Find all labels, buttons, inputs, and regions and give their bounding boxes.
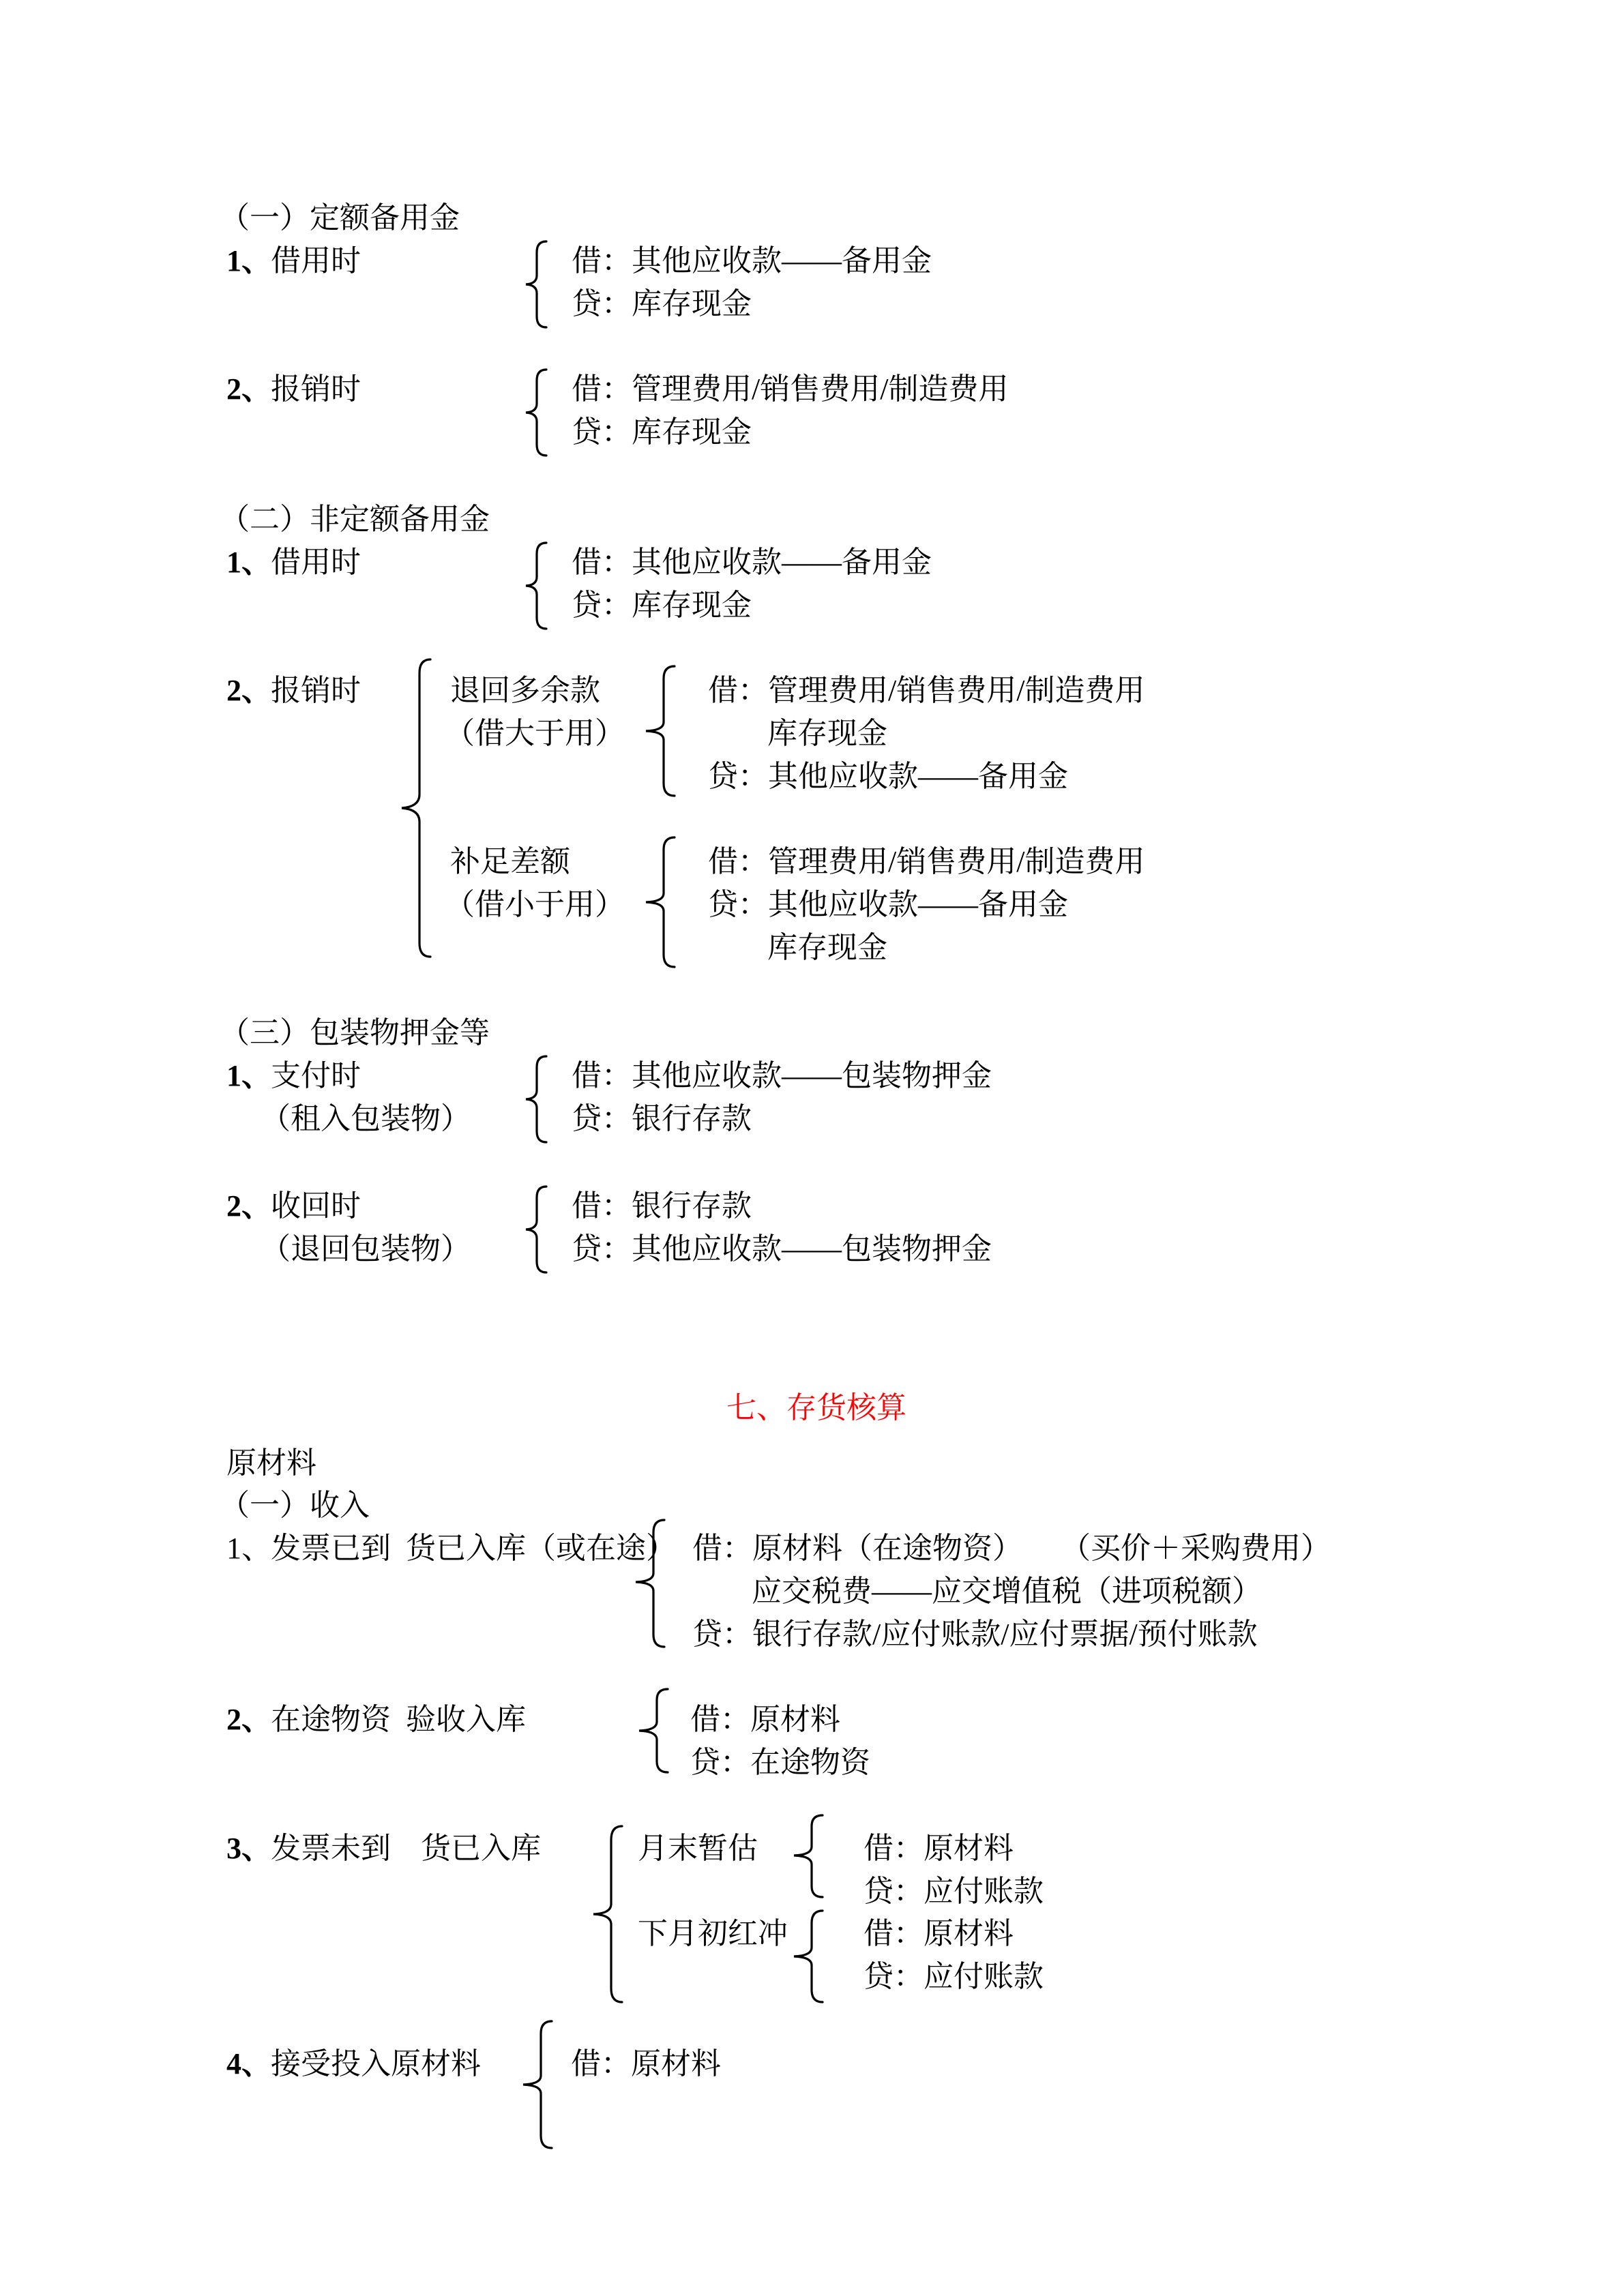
case-note: （借大于用） [445, 717, 625, 750]
case-title-make-up-difference: 补足差额 [450, 845, 570, 878]
brace-icon [643, 665, 677, 798]
debit-entry: 库存现金 [767, 717, 887, 750]
item-label-in-transit-received: 在途物资 验收入库 [271, 1703, 526, 1736]
item-label-invested-materials: 接受投入原材料 [271, 2047, 481, 2081]
credit-entry: 库存现金 [767, 931, 887, 964]
debit-entry: 借：管理费用/销售费用/制造费用 [708, 845, 1145, 878]
item-label-invoice-not-arrived: 发票未到 货已入库 [271, 1832, 541, 1865]
brace-icon [522, 541, 549, 630]
item-number: 1、 [226, 1532, 271, 1565]
debit-entry: 借：银行存款 [572, 1189, 752, 1223]
credit-entry: 贷：其他应收款——备用金 [708, 760, 1068, 793]
item-number: 2、 [226, 1189, 271, 1223]
item-label-borrow: 借用时 [271, 546, 361, 579]
item-number: 1、 [226, 1059, 271, 1092]
item-number: 1、 [226, 546, 271, 579]
section-heading-nonfixed-petty-cash: （二）非定额备用金 [220, 503, 490, 536]
item-number: 2、 [226, 372, 271, 406]
debit-entry: 借：其他应收款——备用金 [572, 244, 932, 278]
brace-icon [791, 1814, 825, 1900]
debit-entry: 借：原材料 [571, 2047, 721, 2081]
item-label-pay: 支付时 [271, 1059, 361, 1092]
debit-entry: 借：管理费用/销售费用/制造费用 [572, 372, 1009, 406]
item-number: 2、 [226, 674, 271, 707]
section-heading-deposits: （三）包装物押金等 [220, 1016, 490, 1049]
debit-entry: 借：原材料（在途物资） [692, 1532, 1022, 1565]
item-number: 4、 [226, 2047, 271, 2081]
credit-entry: 贷：应付账款 [863, 1875, 1044, 1908]
case-note: （借小于用） [445, 888, 625, 921]
credit-entry: 贷：银行存款/应付账款/应付票据/预付账款 [692, 1617, 1258, 1651]
credit-entry: 贷：库存现金 [572, 287, 752, 320]
item-label-recover: 收回时 [271, 1189, 361, 1223]
brace-icon [633, 1519, 667, 1648]
item-label-reimburse: 报销时 [271, 372, 361, 406]
debit-entry: 借：管理费用/销售费用/制造费用 [708, 674, 1145, 707]
item-number: 2、 [226, 1703, 271, 1736]
brace-icon [522, 368, 549, 457]
debit-entry: 应交税费——应交增值税（进项税额） [752, 1575, 1262, 1608]
credit-entry: 贷：应付账款 [863, 1960, 1044, 1993]
brace-icon [643, 836, 677, 969]
case-title-red-reversal: 下月初红冲 [638, 1917, 788, 1950]
brace-icon [591, 1825, 625, 2003]
debit-entry: 借：原材料 [690, 1703, 840, 1736]
credit-entry: 贷：库存现金 [572, 415, 752, 449]
debit-entry: 借：原材料 [863, 1917, 1014, 1950]
brace-icon [791, 1909, 825, 2005]
subtitle-raw-materials: 原材料 [226, 1446, 316, 1480]
section-heading-receipts: （一）收入 [220, 1489, 370, 1522]
item-note: （退回包装物） [261, 1232, 471, 1266]
debit-entry: 借：其他应收款——备用金 [572, 546, 932, 579]
item-label-invoice-arrived: 发票已到 货已入库（或在途） [271, 1532, 676, 1565]
brace-icon [636, 1688, 670, 1775]
cost-note: （买价＋采购费用） [1061, 1532, 1331, 1565]
case-title-month-end-estimate: 月末暂估 [638, 1832, 758, 1865]
case-title-refund-excess: 退回多余款 [450, 674, 600, 707]
item-label-reimburse: 报销时 [271, 674, 361, 707]
item-number: 3、 [226, 1832, 271, 1865]
credit-entry: 贷：在途物资 [690, 1746, 870, 1779]
brace-icon [398, 658, 433, 958]
item-note: （租入包装物） [261, 1102, 471, 1135]
brace-icon [520, 2020, 555, 2151]
debit-entry: 借：原材料 [863, 1832, 1014, 1865]
credit-entry: 贷：库存现金 [572, 588, 752, 622]
credit-entry: 贷：其他应收款——备用金 [708, 888, 1068, 921]
item-number: 1、 [226, 244, 271, 278]
brace-icon [522, 1185, 549, 1274]
debit-entry: 借：其他应收款——包装物押金 [572, 1059, 992, 1092]
section-heading-fixed-petty-cash: （一）定额备用金 [220, 201, 460, 235]
credit-entry: 贷：其他应收款——包装物押金 [572, 1232, 992, 1266]
credit-entry: 贷：银行存款 [572, 1102, 752, 1135]
brace-icon [522, 240, 549, 329]
chapter-title: 七、存货核算 [726, 1391, 906, 1425]
brace-icon [522, 1055, 549, 1144]
item-label-borrow: 借用时 [271, 244, 361, 278]
